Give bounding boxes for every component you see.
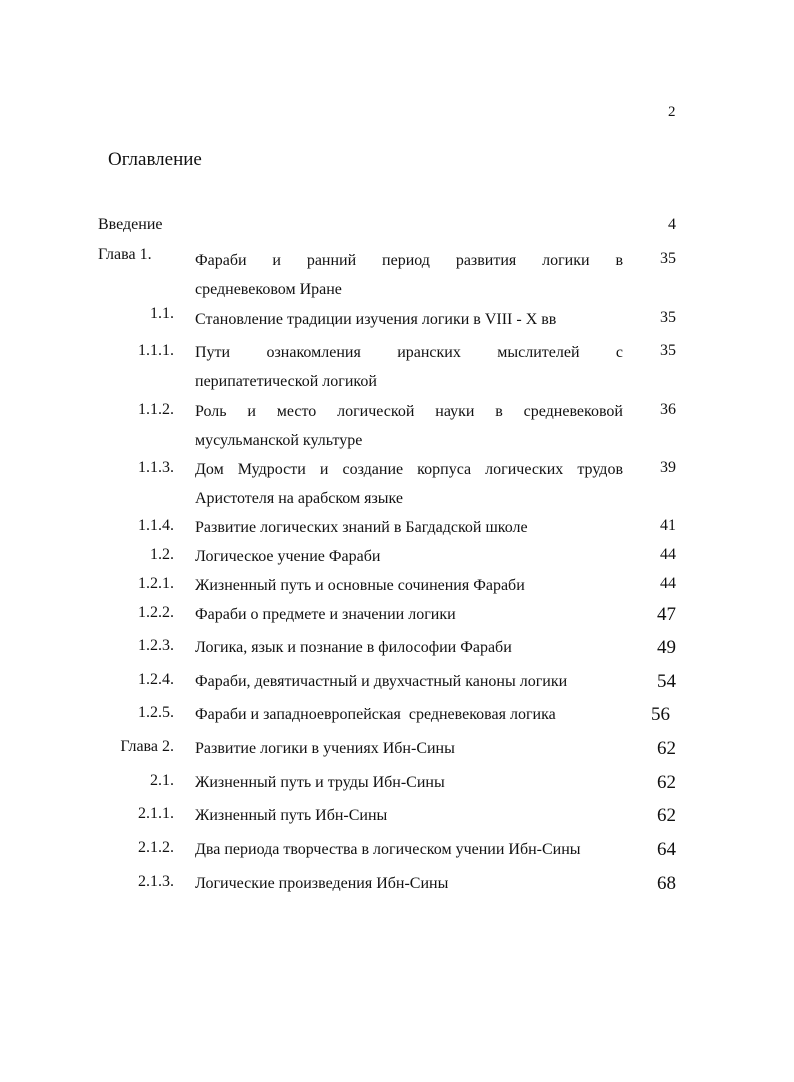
toc-entry-text: Логическое учение Фараби (195, 548, 381, 565)
toc-entry-page: 56 (651, 704, 670, 725)
toc-entry-page: 35 (660, 250, 676, 267)
toc-entry-page: 54 (657, 671, 676, 692)
toc-entry-number: 2.1. (150, 772, 174, 789)
toc-entry-text: Развитие логических знаний в Багдадской школе (195, 519, 528, 536)
toc-entry-page: 44 (660, 546, 676, 563)
toc-entry-page: 49 (657, 637, 676, 658)
toc-entry-page: 35 (660, 309, 676, 326)
toc-entry-text: Фараби о предмете и значении логики (195, 606, 456, 623)
toc-entry-text: Роль и место логической науки в средневековой мусульманской культуре (195, 403, 623, 449)
toc-entry-page: 62 (657, 738, 676, 759)
toc-entry-text: Два периода творчества в логическом учении Ибн-Сины (195, 841, 581, 858)
toc-entry-page: 64 (657, 839, 676, 860)
toc-entry-text: Фараби и западноевропейская средневековая логика (195, 706, 556, 723)
toc-entry-number: 1.1.4. (138, 517, 174, 534)
toc-entry-page: 68 (657, 873, 676, 894)
toc-entry-number: 1.1. (150, 305, 174, 322)
toc-entry-text: Становление традиции изучения логики в VIII - X вв (195, 311, 557, 328)
toc-entry-text: Развитие логики в учениях Ибн-Сины (195, 740, 455, 757)
toc-entry-number: 1.2.5. (138, 704, 174, 721)
toc-entry-number: Глава 1. (98, 246, 152, 263)
toc-entry-page: 39 (660, 459, 676, 476)
page-title: Оглавление (108, 149, 202, 170)
toc-entry-page: 35 (660, 342, 676, 359)
toc-entry-number: 2.1.2. (138, 839, 174, 856)
toc-entry-number: Глава 2. (120, 738, 174, 755)
toc-entry-text: Дом Мудрости и создание корпуса логических трудов Аристотеля на арабском языке (195, 461, 623, 507)
toc-entry-text: Фараби и ранний период развития логики в средневековом Иране (195, 252, 623, 298)
toc-entry-number: Введение (98, 216, 163, 233)
toc-entry-page: 41 (660, 517, 676, 534)
toc-entry-number: 1.2.4. (138, 671, 174, 688)
toc-entry-number: 1.2.1. (138, 575, 174, 592)
toc-entry-page: 36 (660, 401, 676, 418)
toc-entry-page: 44 (660, 575, 676, 592)
toc-entry-text: Фараби, девятичастный и двухчастный каноны логики (195, 673, 568, 690)
page-number: 2 (668, 104, 676, 120)
toc-entry-page: 4 (668, 216, 676, 233)
toc-entry-number: 2.1.1. (138, 805, 174, 822)
toc-entry-number: 2.1.3. (138, 873, 174, 890)
toc-entry-text: Логика, язык и познание в философии Фараби (195, 639, 512, 656)
toc-entry-text: Жизненный путь и труды Ибн-Сины (195, 774, 445, 791)
toc-entry-page: 47 (657, 604, 676, 625)
toc-entry-number: 1.2.2. (138, 604, 174, 621)
toc-entry-text: Жизненный путь и основные сочинения Фараби (195, 577, 525, 594)
toc-entry-text: Пути ознакомления иранских мыслителей с перипатетической логикой (195, 344, 623, 390)
toc-entry-page: 62 (657, 805, 676, 826)
toc-entry-number: 1.1.2. (138, 401, 174, 418)
toc-entry-number: 1.2. (150, 546, 174, 563)
toc-entry-number: 1.1.3. (138, 459, 174, 476)
toc-entry-text: Логические произведения Ибн-Сины (195, 875, 449, 892)
toc-entry-page: 62 (657, 772, 676, 793)
toc-entry-text: Жизненный путь Ибн-Сины (195, 807, 388, 824)
toc-entry-number: 1.2.3. (138, 637, 174, 654)
toc-entry-number: 1.1.1. (138, 342, 174, 359)
